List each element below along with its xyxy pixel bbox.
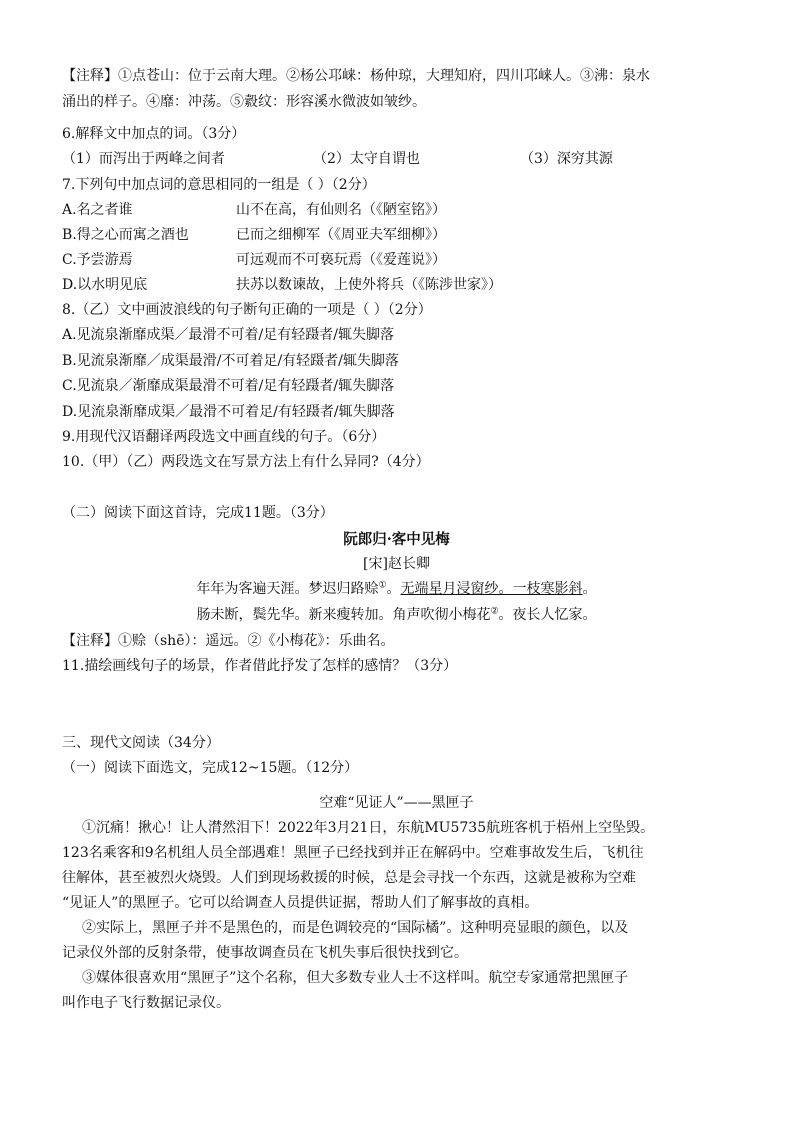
question-7-option-b-ref: 已而之细柳军（《周亚夫军细柳》）: [236, 227, 446, 243]
poem-line-1-a: 年年为客遍天涯。梦迟归路赊: [196, 581, 379, 597]
poem-line-2-b: 。夜长人忆家。: [498, 607, 597, 623]
question-6: 6.解释文中加点的词。（3分）: [62, 126, 246, 142]
note-line-1: 【注释】①点苍山：位于云南大理。②杨公邛崃：杨仲琼，大理知府，四川邛崃人。③沸：泉水: [62, 68, 650, 84]
question-7: 7.下列句中加点词的意思相同的一组是（ ）（2分）: [62, 177, 376, 193]
footnote-marker-2: ②: [490, 606, 499, 617]
note-line-2: 涌出的样子。④靡：冲荡。⑤縠纹：形容溪水微波如皱纱。: [62, 94, 426, 110]
article-p3-line-1: ③媒体很喜欢用“黑匣子”这个名称，但大多数专业人士不这样叫。航空专家通常把黑匣子: [82, 970, 629, 986]
poem-author: [宋]赵长卿: [363, 556, 430, 572]
poem-line-2: [0, 605, 793, 625]
article-p1-line-1: ①沉痛！揪心！让人潸然泪下！2022年3月21日，东航MU5735航班客机于梧州上空坠毁。: [82, 820, 655, 836]
question-7-option-c: C.予尝游焉: [62, 252, 133, 268]
question-8-option-c: C.见流泉／渐靡成渠最滑不可着/足有轻蹑者/辄失脚落: [62, 378, 395, 394]
section-3-sub: （一）阅读下面选文，完成12~15题。（12分）: [62, 760, 359, 776]
article-p1-line-4: “见证人”的黑匣子。它可以给调查人员提供证据，帮助人们了解事故的真相。: [62, 895, 539, 911]
poem-line-1-b: 。: [386, 581, 401, 597]
question-8-option-b: B.见流泉渐靡／成渠最滑/不可着足/有轻蹑者/辄失脚落: [62, 353, 399, 369]
article-p2-line-2: 记录仪外部的反射条带，使事故调查员在飞机失事后很快找到它。: [62, 945, 468, 961]
footnote-marker-1: ①: [378, 580, 387, 591]
question-11: 11.描绘画线句子的场景，作者借此抒发了怎样的感情？（3分）: [62, 658, 458, 674]
question-8: 8.（乙）文中画波浪线的句子断句正确的一项是（ ）（2分）: [62, 302, 432, 318]
question-8-option-d: D.见流泉渐靡成渠／最滑不可着足/有轻蹑者/辄失脚落: [62, 404, 395, 420]
poem-line-2-a: 肠未断，鬓先华。新来瘦转加。角声吹彻小梅花: [196, 607, 491, 623]
question-7-option-a-ref: 山不在高，有仙则名（《陋室铭》）: [236, 202, 446, 218]
article-p1-line-3: 往解体，甚至被烈火烧毁。人们到现场救援的时候，总是会寻找一个东西，这就是被称为空难: [62, 870, 636, 886]
question-7-option-c-ref: 可远观而不可亵玩焉（《爱莲说》）: [236, 252, 446, 268]
question-6-item-3: （3）深穷其源: [520, 151, 613, 167]
question-8-option-a: A.见流泉渐靡成渠／最滑不可着/足有轻蹑者/辄失脚落: [62, 327, 394, 343]
poem-line-1: [0, 579, 793, 599]
section-2-heading: （二）阅读下面这首诗，完成11题。（3分）: [62, 505, 334, 521]
poem-line-1-c: 。: [582, 581, 597, 597]
question-7-option-d-ref: 扶苏以数谏故，上使外将兵（《陈涉世家》）: [236, 277, 502, 293]
article-p1-line-2: 123名乘客和9名机组人员全部遇难！黑匣子已经找到并正在解码中。空难事故发生后，飞机往: [62, 845, 644, 861]
section-3-heading: 三、现代文阅读（34分）: [62, 735, 220, 751]
article-p3-line-2: 叫作电子飞行数据记录仪。: [62, 995, 230, 1011]
poem-underlined-lines: 无端星月浸窗纱。一枝寒影斜: [400, 581, 583, 597]
question-7-option-d: D.以水明见底: [62, 277, 148, 293]
question-9: 9.用现代汉语翻译两段选文中画直线的句子。（6分）: [62, 429, 386, 445]
question-10: 10.（甲）（乙）两段选文在写景方法上有什么异同?（4分）: [62, 454, 430, 470]
article-title: 空难“见证人”——黑匣子: [319, 795, 474, 811]
question-6-item-2: （2）太守自谓也: [313, 151, 420, 167]
question-6-item-1: （1）而泻出于两峰之间者: [62, 151, 225, 167]
question-7-option-b: B.得之心而寓之酒也: [62, 227, 189, 243]
poem-note: 【注释】①赊（shē）：遥远。②《小梅花》：乐曲名。: [62, 633, 395, 649]
poem-title: 阮郎归·客中见梅: [343, 531, 450, 548]
article-p2-line-1: ②实际上，黑匣子并不是黑色的，而是色调较亮的“国际橘”。这种明亮显眼的颜色，以及: [82, 920, 629, 936]
question-7-option-a: A.名之者谁: [62, 202, 133, 218]
